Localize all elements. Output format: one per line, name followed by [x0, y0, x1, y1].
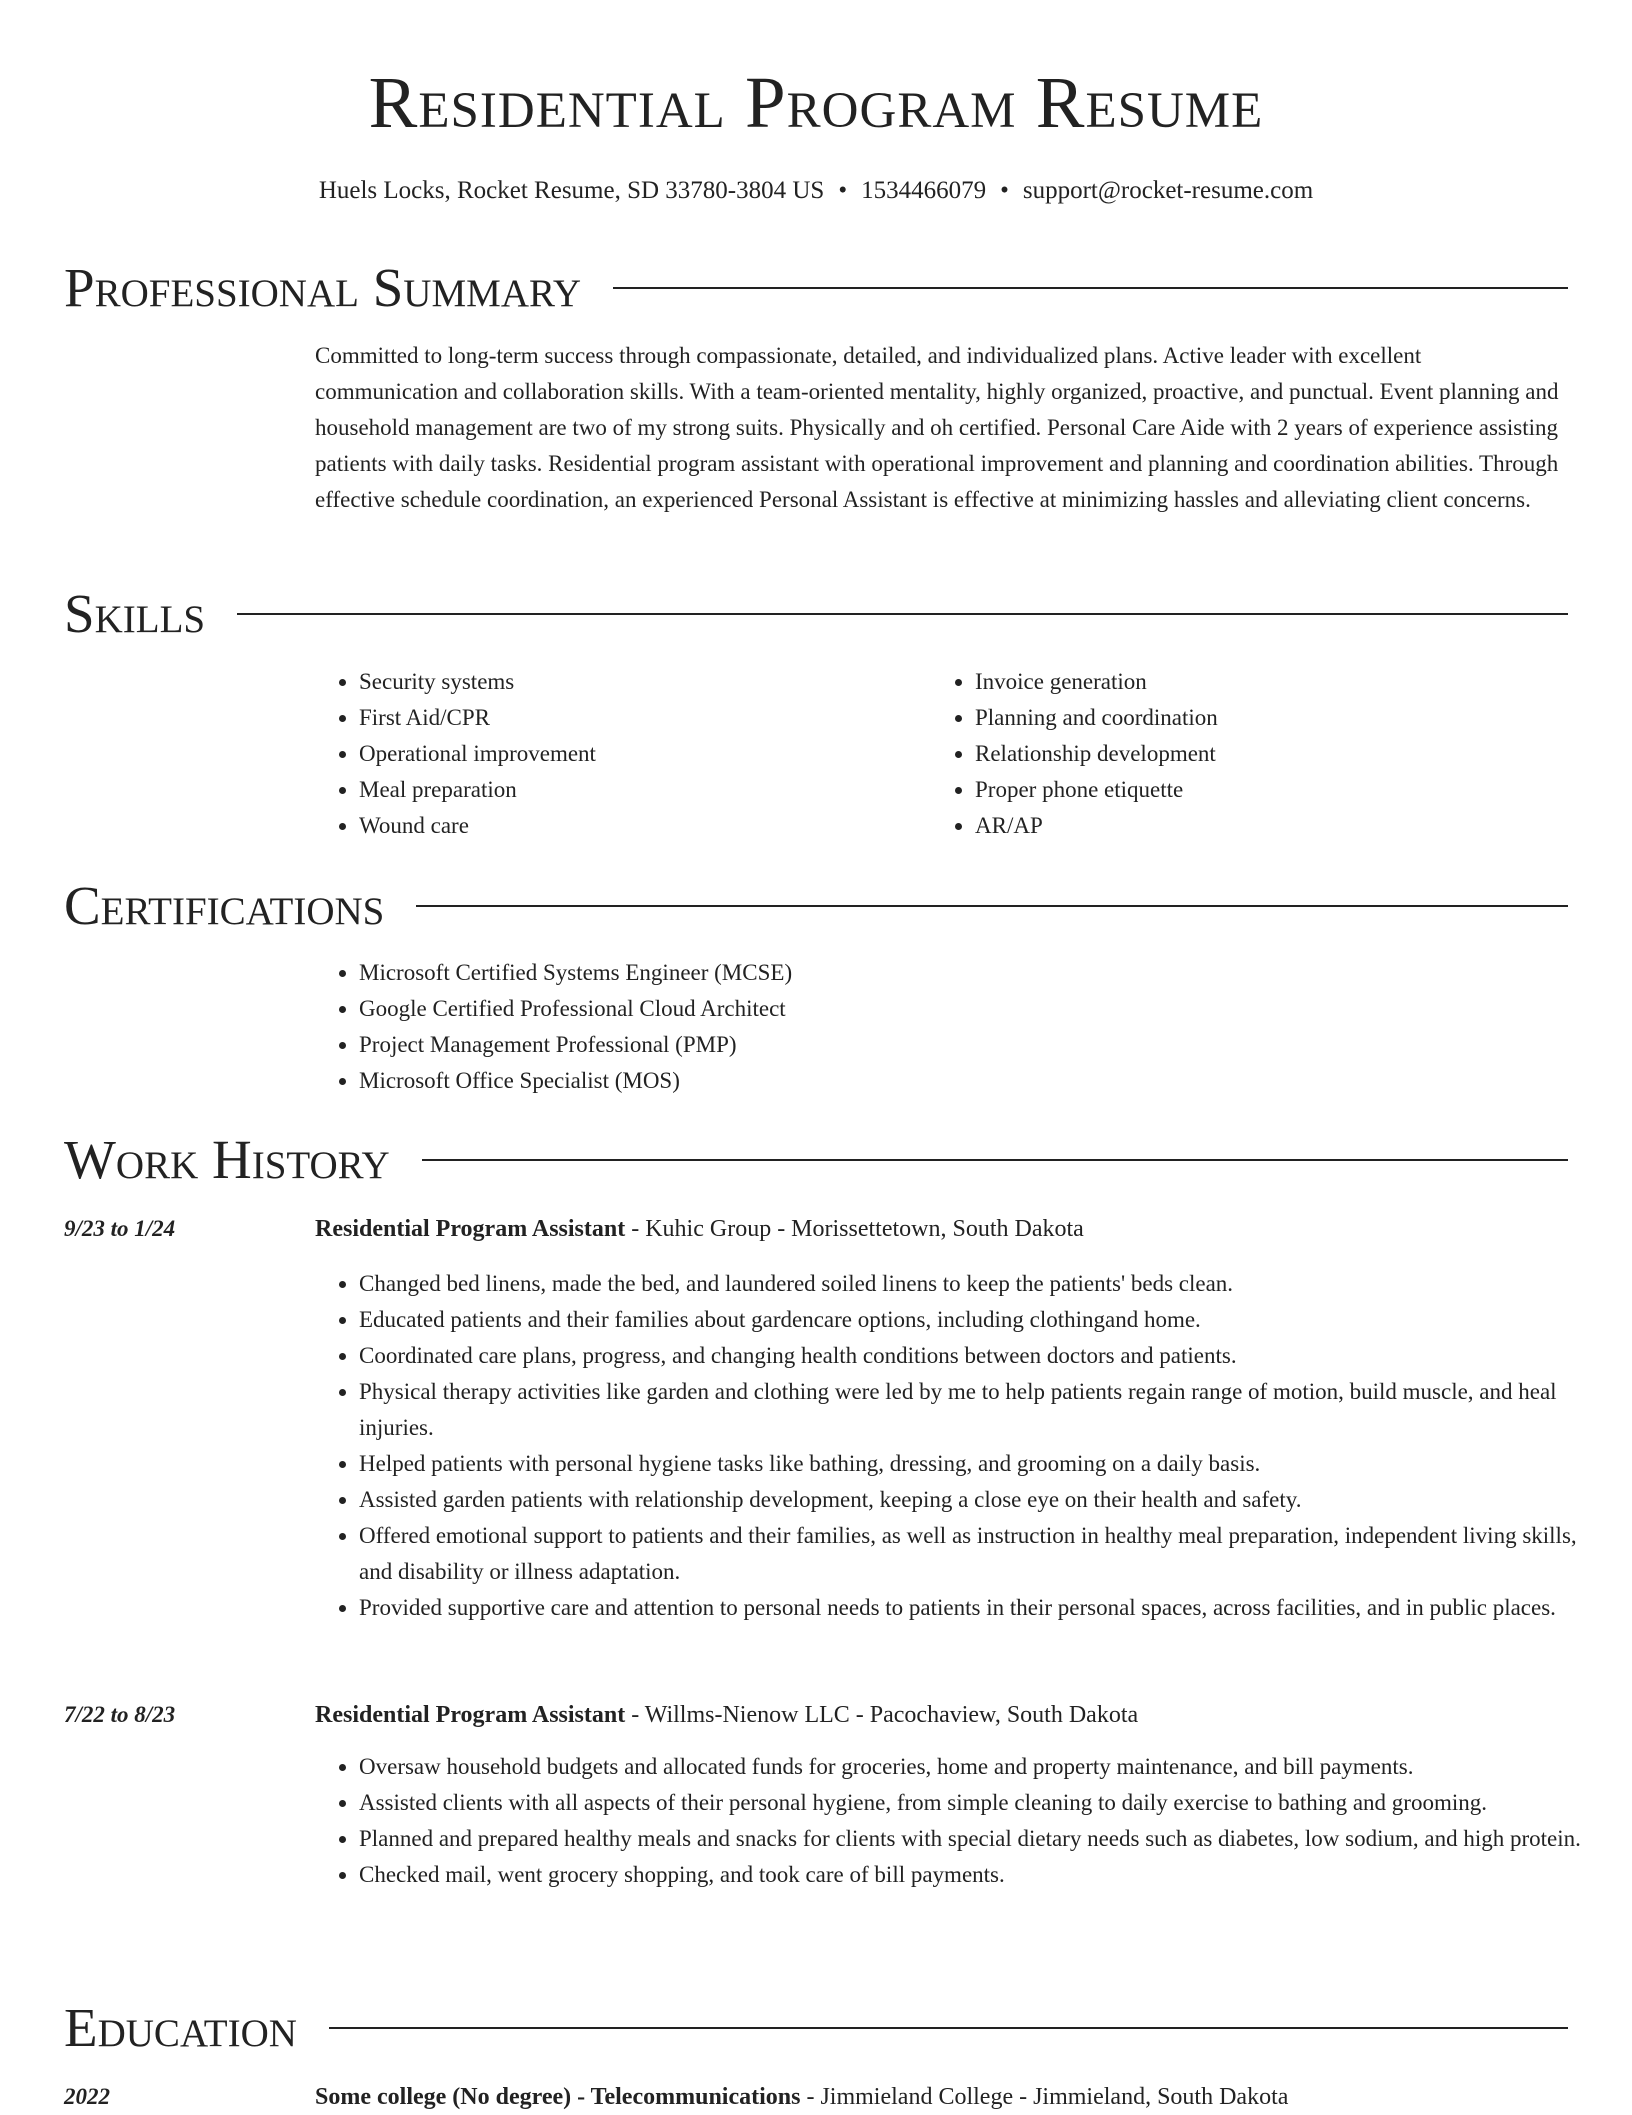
job-bullet: • Checked mail, went grocery shopping, and took care of bill payments.	[359, 1857, 1612, 1893]
skill-item: • Proper phone etiquette	[975, 772, 1575, 808]
contact-phone: 1534466079	[861, 177, 987, 204]
section-divider	[329, 2027, 1568, 2029]
education-section-header	[64, 1998, 1568, 2058]
section-divider	[613, 287, 1568, 289]
section-divider	[416, 905, 1568, 907]
skill-item: • Invoice generation	[975, 664, 1575, 700]
education-line	[315, 2079, 1568, 2115]
skill-item: • Wound care	[359, 808, 919, 844]
job-title-line	[315, 1211, 1568, 1247]
certification-item: • Microsoft Office Specialist (MOS)	[359, 1063, 1559, 1099]
job-employer: - Willms-Nienow LLC - Pacochaview, South Dakota	[625, 1702, 1139, 1728]
education-degree: Some college (No degree) - Telecommunications	[315, 2084, 801, 2110]
certifications-section-header	[64, 876, 1568, 936]
education-school: - Jimmieland College - Jimmieland, South Dakota	[800, 2084, 1289, 2110]
skill-item: • AR/AP	[975, 808, 1575, 844]
skills-heading: Skills	[64, 583, 206, 644]
education-year: 2022	[64, 2084, 110, 2109]
resume-title: Residential Program Resume	[368, 62, 1264, 143]
job-bullet: • Educated patients and their families about gardencare options, including clothingand home.	[359, 1302, 1612, 1338]
contact-separator: •	[838, 177, 848, 204]
job-employer: - Kuhic Group - Morissettetown, South Dakota	[625, 1216, 1084, 1242]
skill-item: • Meal preparation	[359, 772, 919, 808]
job-title-line	[315, 1697, 1568, 1733]
skills-list-right	[931, 664, 1575, 844]
skill-item: • Security systems	[359, 664, 919, 700]
contact-separator: •	[1000, 177, 1009, 204]
job-bullet: • Provided supportive care and attention to personal needs to patients in their personal spaces, across facilities, and in public places.	[359, 1590, 1612, 1626]
section-divider	[422, 1159, 1568, 1161]
job-role: Residential Program Assistant	[315, 1216, 626, 1242]
job-bullet: • Planned and prepared healthy meals and snacks for clients with special dietary needs such as diabetes, low sodium, and high protein.	[359, 1821, 1612, 1857]
skill-item: • Planning and coordination	[975, 700, 1575, 736]
job-bullet: • Assisted clients with all aspects of their personal hygiene, from simple cleaning to daily exercise to bathing and grooming.	[359, 1785, 1612, 1821]
job-bullet: • Offered emotional support to patients and their families, as well as instruction in healthy meal preparation, independent living skills, and disability or illness adaptation.	[359, 1518, 1612, 1590]
certification-item: • Microsoft Certified Systems Engineer (MCSE)	[359, 955, 1559, 991]
job-dates: 9/23 to 1/24	[64, 1216, 176, 1241]
job-bullets	[315, 1266, 1612, 1626]
certifications-list	[315, 955, 1559, 1099]
contact-line	[0, 174, 1632, 208]
summary-heading: Professional Summary	[64, 257, 582, 318]
summary-text: Committed to long-term success through compassionate, detailed, and individualized plans. Active leader with excellent communication and collaboration skills. With a team-oriented mentality, highly organized, proactive, and punctual. Event planning and household management are two of my strong suits. Physically and oh certified. Personal Care Aide with 2 years of experience assisting patients with daily tasks. Residential program assistant with operational improvement and planning and coordination abilities. Through effective schedule coordination, an experienced Personal Assistant is effective at minimizing hassles and alleviating client concerns.	[315, 343, 1559, 512]
contact-email[interactable]: support@rocket-resume.com	[1022, 177, 1314, 204]
skill-item: • Operational improvement	[359, 736, 919, 772]
job-bullet: • Coordinated care plans, progress, and changing health conditions between doctors and patients.	[359, 1338, 1612, 1374]
job-bullet: • Helped patients with personal hygiene tasks like bathing, dressing, and grooming on a daily basis.	[359, 1446, 1612, 1482]
section-divider	[237, 613, 1568, 615]
skill-item: • First Aid/CPR	[359, 700, 919, 736]
skill-item: • Relationship development	[975, 736, 1575, 772]
work-section-header	[64, 1130, 1568, 1190]
job-bullet: • Physical therapy activities like garden and clothing were led by me to help patients regain range of motion, build muscle, and heal injuries.	[359, 1374, 1612, 1446]
certification-item: • Google Certified Professional Cloud Architect	[359, 991, 1559, 1027]
job-bullet: • Assisted garden patients with relationship development, keeping a close eye on their health and safety.	[359, 1482, 1612, 1518]
skills-list-left	[315, 664, 919, 844]
skills-section-header	[64, 584, 1568, 644]
certifications-heading: Certifications	[64, 875, 385, 936]
education-heading: Education	[64, 1997, 297, 2058]
certification-item: • Project Management Professional (PMP)	[359, 1027, 1559, 1063]
job-dates: 7/22 to 8/23	[64, 1702, 176, 1727]
summary-section-header	[64, 258, 1568, 318]
job-role: Residential Program Assistant	[315, 1702, 626, 1728]
job-bullet: • Changed bed linens, made the bed, and laundered soiled linens to keep the patients' beds clean.	[359, 1266, 1612, 1302]
work-heading: Work History	[64, 1129, 390, 1190]
job-bullet: • Oversaw household budgets and allocated funds for groceries, home and property maintenance, and bill payments.	[359, 1749, 1612, 1785]
job-bullets	[315, 1749, 1612, 1893]
contact-address: Huels Locks, Rocket Resume, SD 33780-3804 US	[318, 177, 825, 204]
